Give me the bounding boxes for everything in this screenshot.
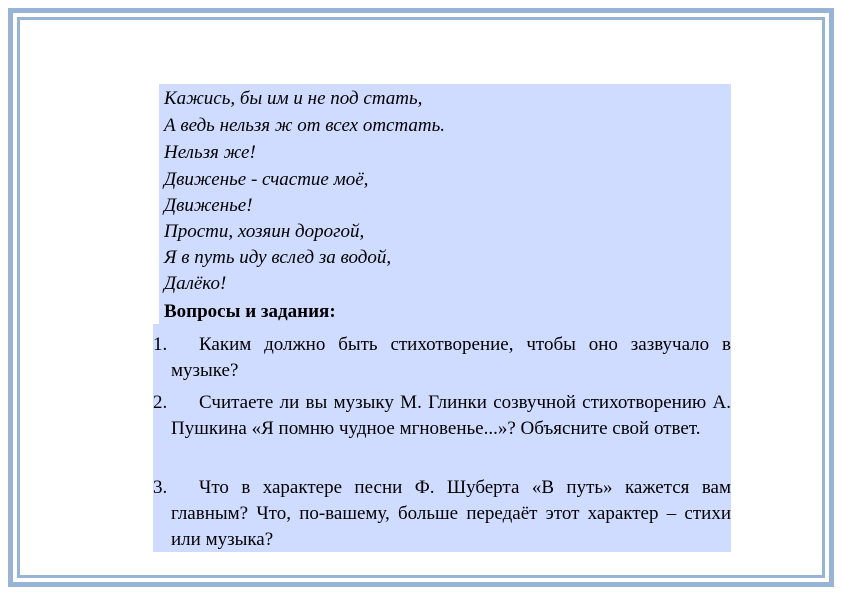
question-text: Каким должно быть стихотворение, чтобы оно зазвучало в музыке? [171,334,731,381]
poem-line: А ведь нельзя ж от всех отстать. [164,115,446,136]
question-text: Что в характере песни Ф. Шуберта «В путь» кажется вам главным? Что, по-вашему, больше передаёт этот характер – стихи или музыка? [171,477,731,550]
questions-list [153,324,731,552]
question-text: Считаете ли вы музыку М. Глинки созвучной стихотворению А. Пушкина «Я помню чудное мгновенье...»? Объясните свой ответ. [171,392,731,439]
question-number: 2. [153,392,168,413]
poem-line: Кажись, бы им и не под стать, [164,88,423,109]
questions-heading: Вопросы и задания: [164,301,336,322]
poem-line: Далёко! [164,273,227,294]
question-number: 3. [153,477,168,498]
question-item [153,332,731,384]
question-number: 1. [153,334,168,355]
poem-line: Нельзя же! [164,142,256,163]
question-item [153,475,731,553]
poem-line: Прости, хозяин дорогой, [164,221,365,242]
poem-line: Движенье - счастие моё, [164,169,369,190]
poem-line: Движенье! [164,195,253,216]
question-item [153,390,731,442]
poem-block [159,84,731,324]
poem-line: Я в путь иду вслед за водой, [164,247,392,268]
